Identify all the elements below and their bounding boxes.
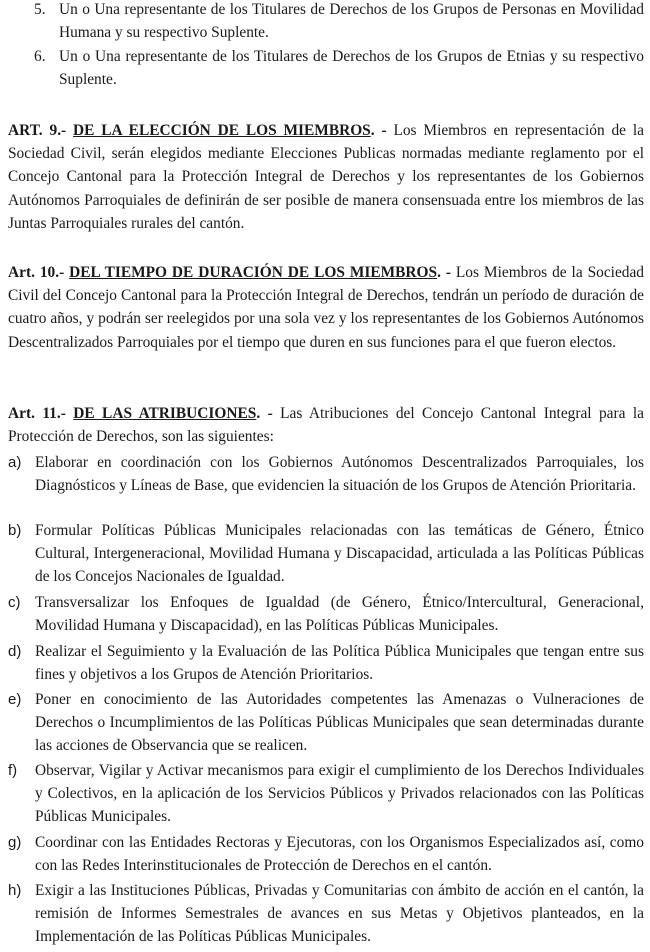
article-body: Las Atribuciones del Concejo Cantonal Integral para la Protección de Derechos, son las siguientes:: [8, 405, 644, 446]
article-number: Art. 10.-: [8, 264, 70, 281]
list-item-g: [8, 831, 644, 877]
article-title: DEL TIEMPO DE DURACIÓN DE LOS MIEMBROS: [69, 264, 438, 281]
item-marker: b): [8, 522, 22, 539]
item-text: Observar, Vigilar y Activar mecanismos para exigir el cumplimiento de los Derechos Individuales y Colectivos, en la aplicación de los Servicios Públicos y Privados relacionados con las Políticas Públicas Municipales.: [35, 762, 644, 826]
list-item-h: [8, 879, 644, 949]
article-title: DE LAS ATRIBUCIONES: [73, 405, 257, 422]
item-text: Formular Políticas Públicas Municipales relacionadas con las temáticas de Género, Étnico Cultural, Intergeneracional, Movilidad Humana y Discapacidad, articulada a las Políticas Públicas de los Concejos Nacionales de Igualdad.: [35, 522, 644, 586]
article-number: ART. 9.-: [8, 122, 74, 139]
list-item-c: [8, 591, 644, 637]
item-text: Poner en conocimiento de las Autoridades competentes las Amenazas o Vulneraciones de Derechos o Incumplimientos de las Políticas Públicas Municipales que sean determinadas durante las acciones de Observancia que se realicen.: [35, 691, 644, 755]
item-marker: e): [8, 691, 22, 708]
list-number: 5.: [34, 1, 46, 18]
article-number: Art. 11.-: [8, 405, 74, 422]
article-body: Los Miembros de la Sociedad Civil del Concejo Cantonal para la Protección Integral de Derechos, tendrán un período de duración de cuatro años, y podrán ser reelegidos por una sola vez y los representantes de los Gobiernos Autónomos Descentralizados Parroquiales por el tiempo que duren en sus funciones para el que fueron electos.: [8, 264, 644, 351]
list-item-5: [34, 0, 644, 44]
list-item-6: [34, 45, 644, 91]
item-marker: f): [8, 762, 18, 779]
article-title: DE LA ELECCIÓN DE LOS MIEMBROS: [73, 122, 371, 139]
article-heading: [8, 122, 387, 139]
item-text: Coordinar con las Entidades Rectoras y Ejecutoras, con los Organismos Especializados así, como con las Redes Interinstitucionales de Protección de Derechos en el cantón.: [35, 834, 644, 875]
item-text: Realizar el Seguimiento y la Evaluación de las Política Pública Municipales que tengan entre sus fines y objetivos a los Grupos de Atención Prioritarios.: [35, 643, 644, 684]
list-text: Un o Una representante de los Titulares de Derechos de los Grupos de Personas en Movilidad Humana y su respectivo Suplente.: [59, 1, 644, 42]
list-text: Un o Una representante de los Titulares de Derechos de los Grupos de Etnias y su respectivo Suplente.: [59, 48, 644, 89]
article-9: [8, 119, 644, 235]
article-heading-suffix: . -: [437, 264, 451, 281]
list-item-b: [8, 519, 644, 589]
item-marker: c): [8, 594, 21, 611]
item-marker: h): [8, 882, 22, 899]
article-body: Los Miembros en representación de la Sociedad Civil, serán elegidos mediante Elecciones Publicas normadas mediante reglamento por el Concejo Cantonal para la Protección Integral de Derechos y los representantes de los Gobiernos Autónomos Parroquiales de definirán de ser posible de manera consensuada entre los miembros de las Juntas Parroquiales rurales del cantón.: [8, 122, 644, 232]
list-item-e: [8, 688, 644, 758]
article-heading-suffix: . -: [370, 122, 387, 139]
article-10: [8, 261, 644, 354]
article-heading: [8, 264, 451, 281]
item-marker: d): [8, 643, 22, 660]
list-item-a: [8, 451, 644, 497]
item-marker: g): [8, 834, 22, 851]
article-heading-suffix: . -: [256, 405, 273, 422]
article-11: [8, 402, 644, 448]
item-marker: a): [8, 454, 22, 471]
list-number: 6.: [34, 48, 46, 65]
article-heading: [8, 405, 273, 422]
item-text: Transversalizar los Enfoques de Igualdad (de Género, Étnico/Intercultural, Generacional, Movilidad Humana y Discapacidad), en las Políticas Públicas Municipales.: [35, 594, 644, 635]
list-item-d: [8, 640, 644, 686]
item-text: Elaborar en coordinación con los Gobiernos Autónomos Descentralizados Parroquiales, los Diagnósticos y Líneas de Base, que evidencien la situación de los Grupos de Atención Prioritaria.: [35, 454, 644, 495]
list-item-f: [8, 759, 644, 829]
item-text: Exigir a las Instituciones Públicas, Privadas y Comunitarias con ámbito de acción en el cantón, la remisión de Informes Semestrales de avances en sus Metas y Objetivos planteados, en la Implementación de las Políticas Públicas Municipales.: [35, 882, 644, 946]
